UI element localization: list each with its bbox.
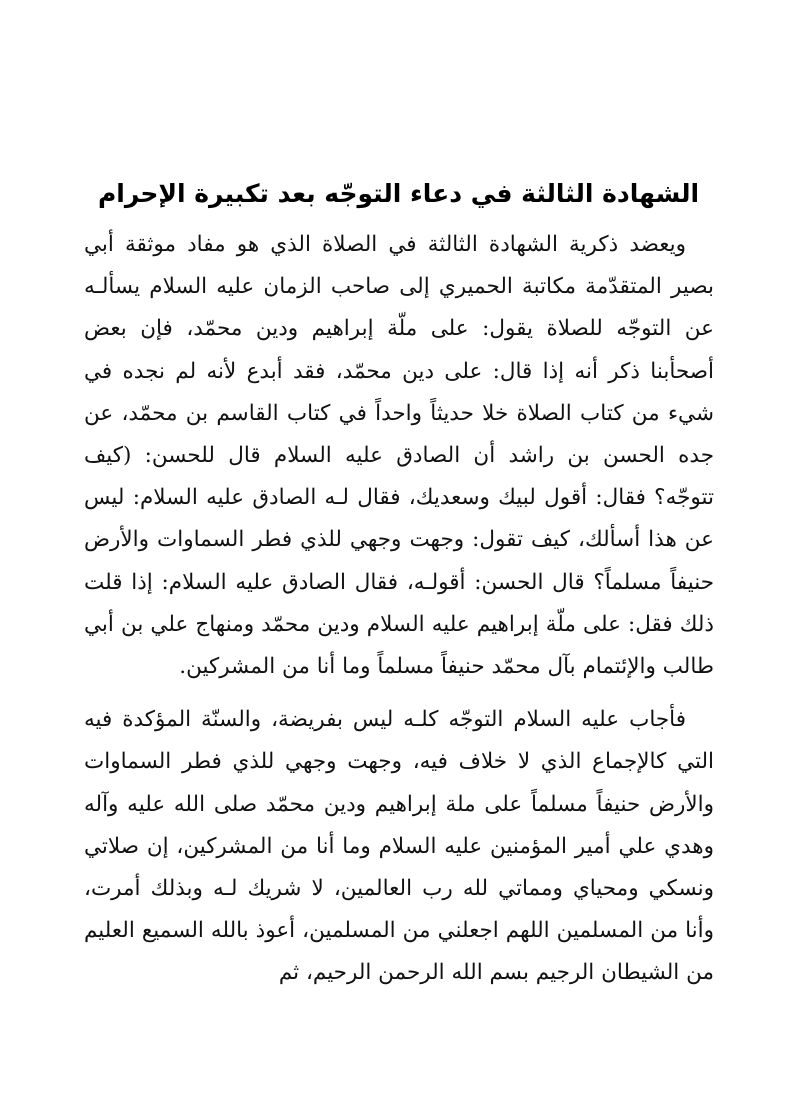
document-body [84, 224, 714, 1006]
paragraph-1: ويعضد ذكرية الشهادة الثالثة في الصلاة الذي هو مفاد موثقة أبي بصير المتقدّمة مكاتبة الحميري إلى صاحب الزمان عليه السلام يسألـه عن التوجّه للصلاة يقول: على ملّة إبراهيم ودين محمّد، فإن بعض أصحأبنا ذكر أنه إذا قال: على دين محمّد، فقد أبدع لأنه لم نجده في شيء من كتاب الصلاة خلا حديثاً واحداً في كتاب القاسم بن محمّد، عن جده الحسن بن راشد أن الصادق عليه السلام قال للحسن: (كيف تتوجّه؟ فقال: أقول لبيك وسعديك، فقال لـه الصادق عليه السلام: ليس عن هذا أسألك، كيف تقول: وجهت وجهي للذي فطر السماوات والأرض حنيفاً مسلماً؟ قال الحسن: أقولـه، فقال الصادق عليه السلام: إذا قلت ذلك فقل: على ملّة إبراهيم عليه السلام ودين محمّد ومنهاج علي بن أبي طالب والإئتمام بآل محمّد حنيفاً مسلماً وما أنا من المشركين. [84, 232, 714, 680]
paragraph-2: فأجاب عليه السلام التوجّه كلـه ليس بفريضة، والسنّة المؤكدة فيه التي كالإجماع الذي لا خلاف فيه، وجهت وجهي للذي فطر السماوات والأرض حنيفاً مسلماً على ملة إبراهيم ودين محمّد صلى الله عليه وآله وهدي علي أمير المؤمنين عليه السلام وما أنا من المشركين، إن صلاتي ونسكي ومحياي ومماتي لله رب العالمين، لا شريك لـه وبذلك أمرت، وأنا من المسلمين اللهم اجعلني من المسلمين، أعوذ بالله السميع العليم من الشيطان الرجيم بسم الله الرحمن الرحيم، ثم [84, 707, 714, 986]
page-title: الشهادة الثالثة في دعاء التوجّه بعد تكبيرة الإحرام [97, 179, 700, 208]
